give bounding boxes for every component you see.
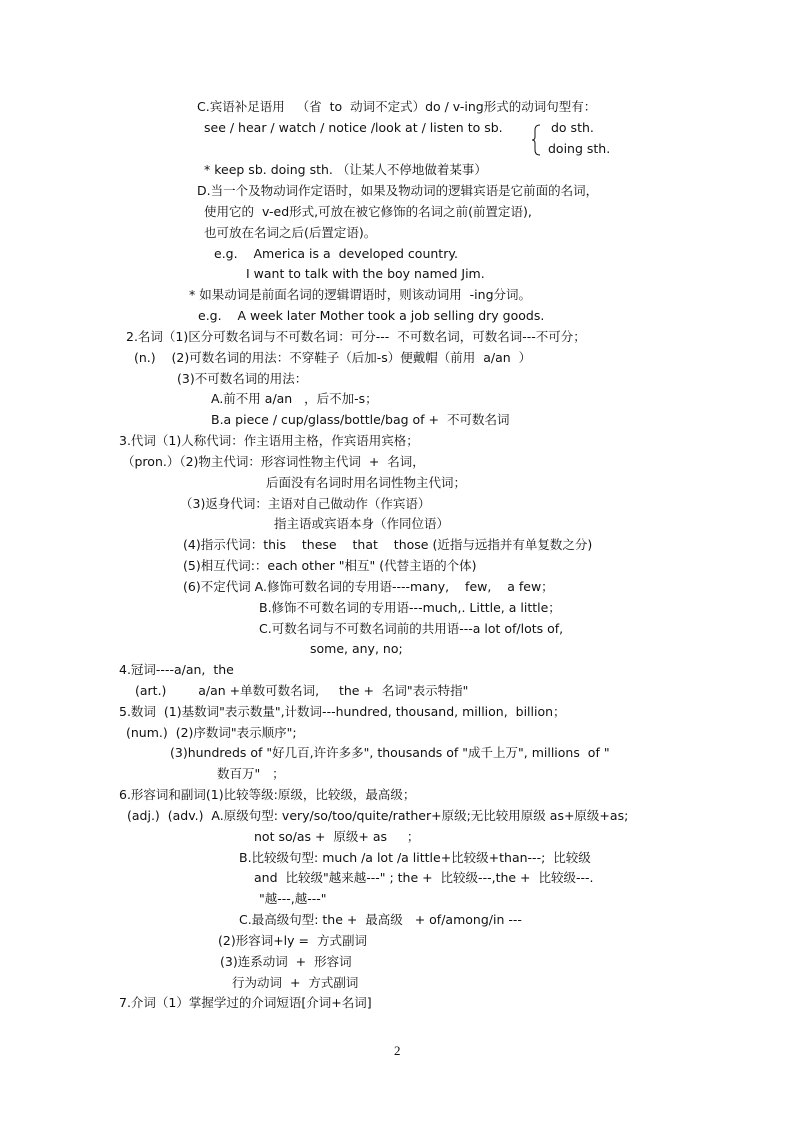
text-line: e.g. America is a developed country. <box>214 246 458 261</box>
text-line: 指主语或宾语本身（作同位语） <box>274 516 450 531</box>
text-line: 数百万" ； <box>217 766 285 781</box>
text-line: C.宾语补足语用 （省 to 动词不定式）do / v-ing形式的动词句型有： <box>197 99 597 114</box>
text-line: and 比较级"越来越---" ; the + 比较级---,the + 比较级---. <box>254 870 594 885</box>
text-line: B.修饰不可数名词的专用语---much,. Little, a little； <box>259 600 561 615</box>
text-line: * keep sb. doing sth. （让某人不停地做着某事） <box>204 162 487 177</box>
text-line: 5.数词 (1)基数词"表示数量",计数词---hundred, thousand, million, billion； <box>119 704 566 719</box>
text-line: B.a piece / cup/glass/bottle/bag of + 不可数名词 <box>211 412 510 427</box>
text-line: * 如果动词是前面名词的逻辑谓语时，则该动词用 -ing分词。 <box>189 287 532 302</box>
text-line: (art.) a/an +单数可数名词, the + 名词"表示特指" <box>135 683 469 698</box>
text-line: 6.形容词和副词(1)比较等级:原级，比较级，最高级； <box>119 787 416 802</box>
text-line: (num.) (2)序数词"表示顺序"; <box>126 725 297 740</box>
text-line: A.前不用 a/an ，后不加-s； <box>211 391 378 406</box>
text-line: see / hear / watch / notice /look at / listen to sb. <box>204 120 503 135</box>
text-line: C.最高级句型: the + 最高级 + of/among/in --- <box>239 912 522 927</box>
text-line: (2)形容词+ly = 方式副词 <box>218 933 367 948</box>
text-line: C.可数名词与不可数名词前的共用语---a lot of/lots of, <box>259 621 564 636</box>
text-line: not so/as + 原级+ as ； <box>254 829 420 844</box>
text-line: doing sth. <box>548 141 611 156</box>
text-line: （3)返身代词：主语对自己做动作（作宾语） <box>180 496 431 511</box>
text-line: (5)相互代词:：each other "相互" (代替主语的个体) <box>183 558 477 573</box>
text-line: 4.冠词----a/an, the <box>119 662 234 677</box>
text-line: 7.介词（1）掌握学过的介词短语[介词+名词] <box>119 995 372 1010</box>
page-number: 2 <box>394 1043 401 1058</box>
text-line: D.当一个及物动词作定语时，如果及物动词的逻辑宾语是它前面的名词， <box>197 183 599 198</box>
text-line: (adj.) (adv.) A.原级句型: very/so/too/quite/rather+原级;无比较用原级 as+原级+as; <box>127 808 629 823</box>
text-line: B.比较级句型: much /a lot /a little+比较级+than---; 比较级 <box>239 850 591 865</box>
text-line: (3)hundreds of "好几百,许许多多", thousands of "成千上万", millions of " <box>170 745 610 760</box>
text-line: some, any, no; <box>310 641 403 656</box>
text-line: (4)指示代词：this these that those (近指与远指并有单复数之分) <box>183 537 593 552</box>
text-line: e.g. A week later Mother took a job selling dry goods. <box>198 308 545 323</box>
text-line: "越---,越---" <box>259 891 327 906</box>
text-line: I want to talk with the boy named Jim. <box>246 266 485 281</box>
text-line: (n.) (2)可数名词的用法：不穿鞋子（后加-s）便戴帽（前用 a/an ） <box>134 350 532 365</box>
brace-icon <box>532 124 542 156</box>
text-line: do sth. <box>551 120 594 135</box>
text-line: （pron.）（2)物主代词：形容词性物主代词 + 名词， <box>122 454 425 469</box>
text-line: 使用它的 v-ed形式,可放在被它修饰的名词之前(前置定语), <box>204 204 532 219</box>
text-line: 后面没有名词时用名词性物主代词； <box>266 475 467 490</box>
text-line: (3)连系动词 + 形容词 <box>220 954 352 969</box>
text-line: 3.代词（1)人称代词：作主语用主格，作宾语用宾格； <box>119 433 419 448</box>
text-line: (6)不定代词 A.修饰可数名词的专用语----many, few, a few； <box>183 579 554 594</box>
text-line: 2.名词（1)区分可数名词与不可数名词：可分--- 不可数名词，可数名词---不可分； <box>126 329 586 344</box>
text-line: (3)不可数名词的用法： <box>177 371 308 386</box>
text-line: 行为动词 + 方式副词 <box>232 975 359 990</box>
text-line: 也可放在名词之后(后置定语)。 <box>204 225 377 240</box>
